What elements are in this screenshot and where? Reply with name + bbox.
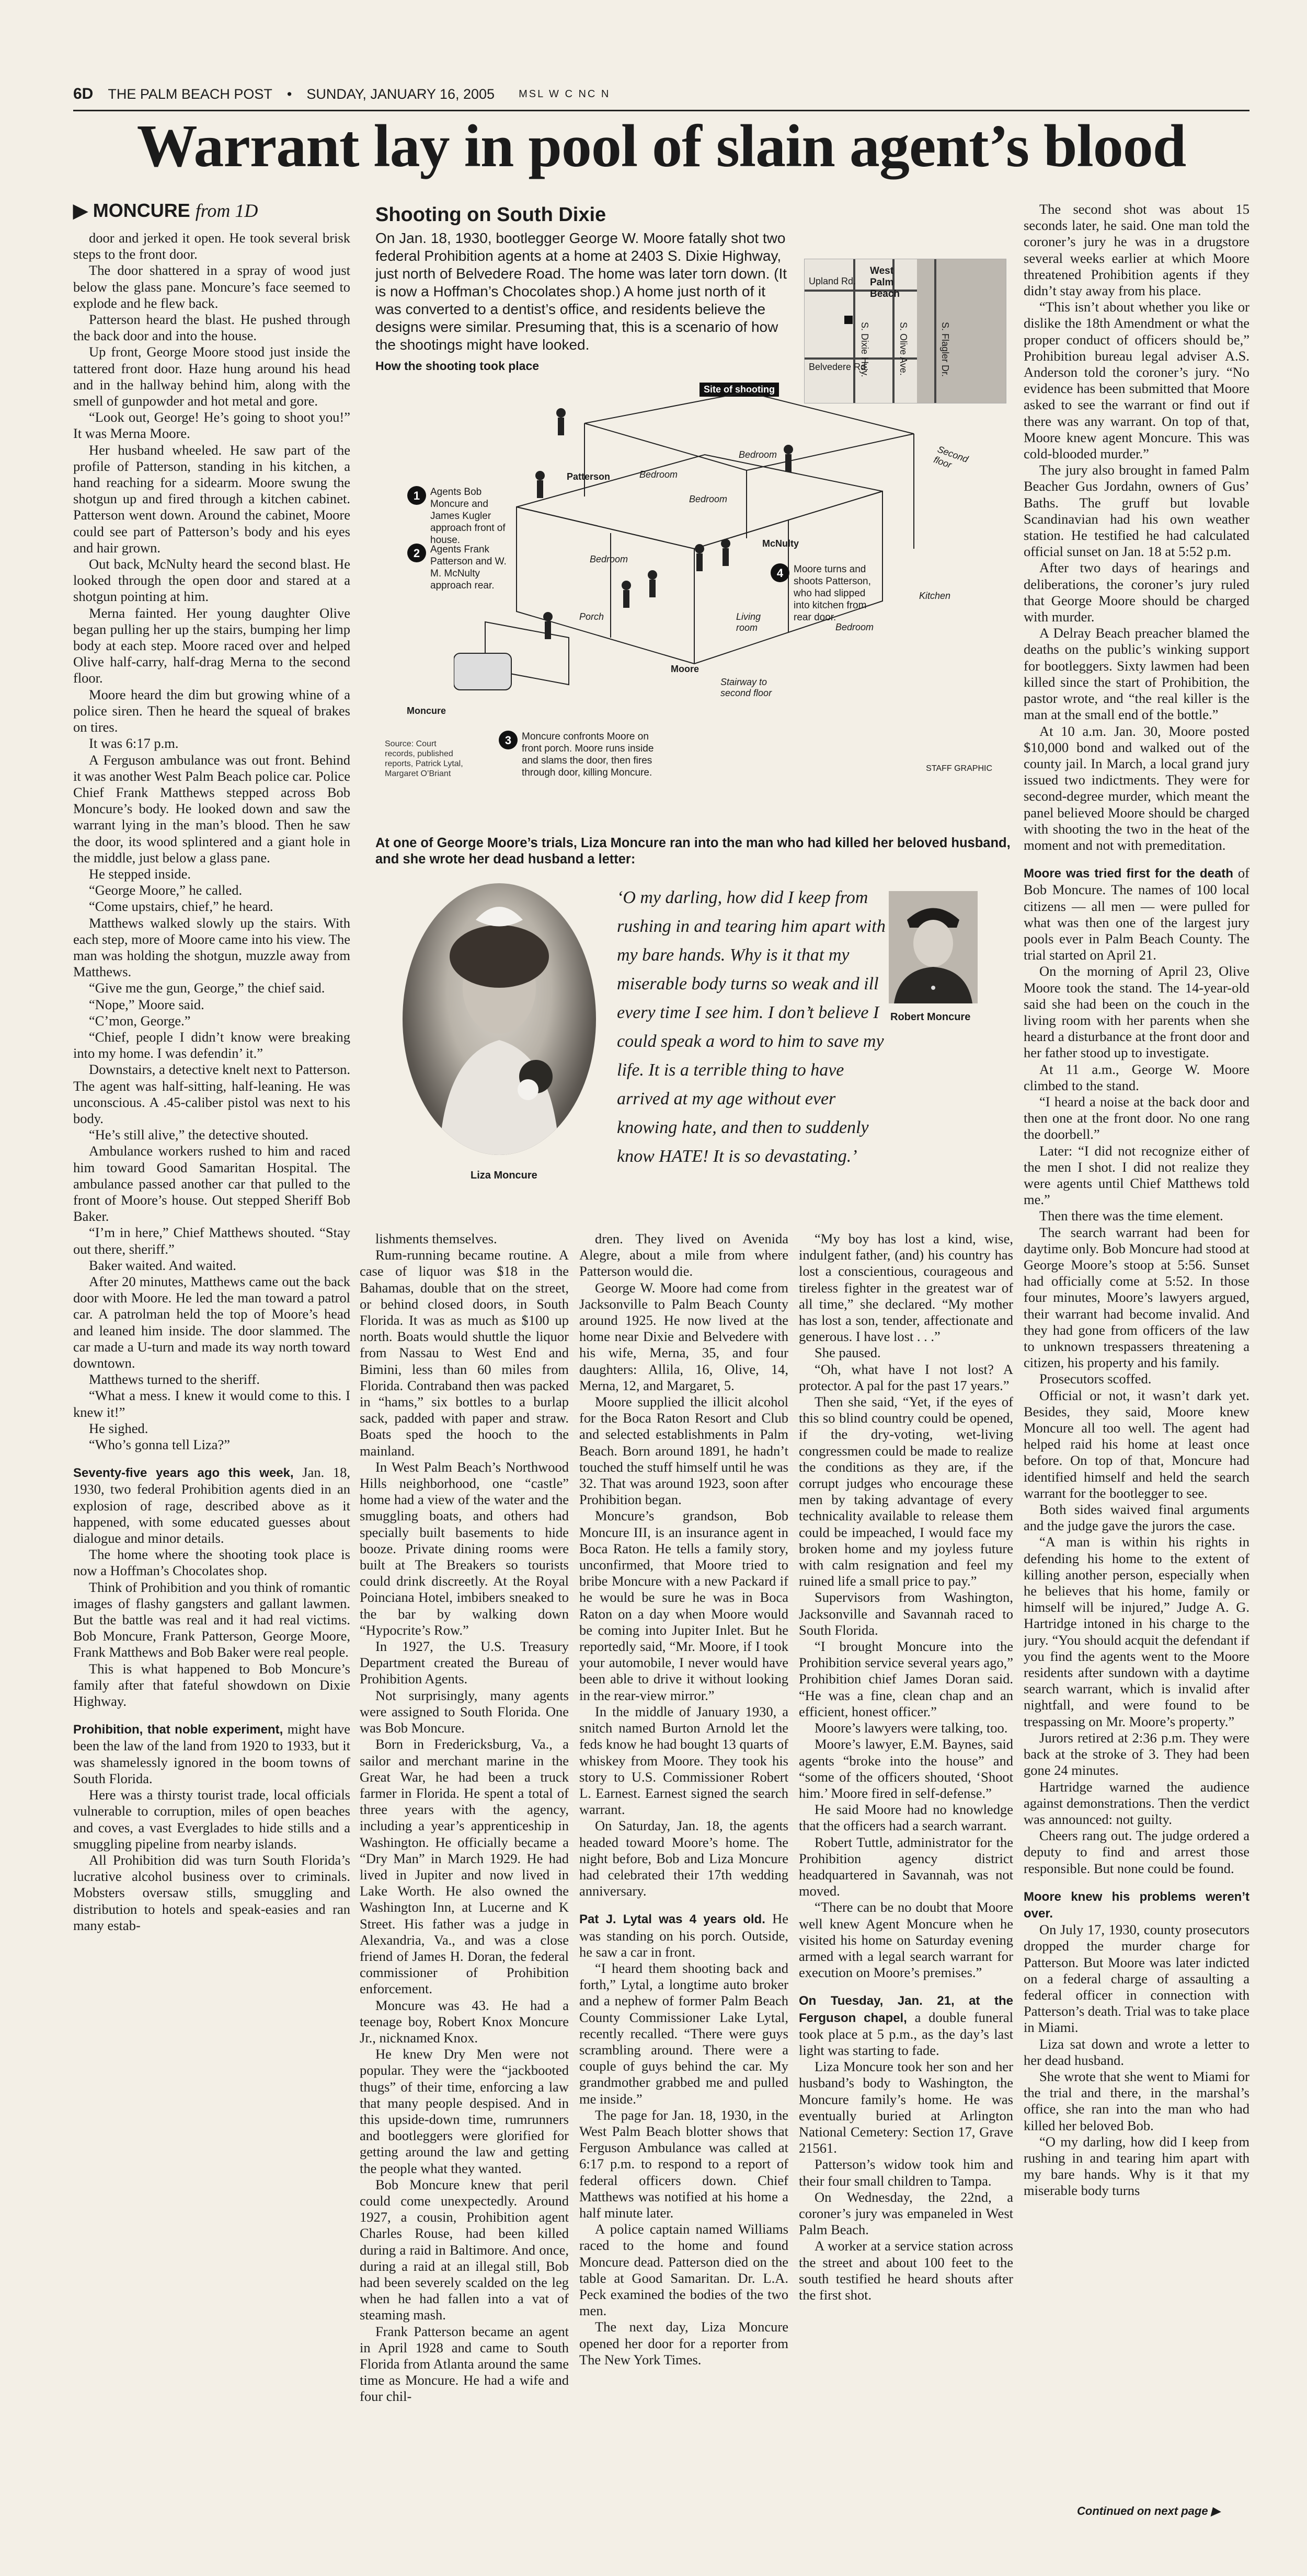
paragraph: The second shot was about 15 seconds later, he said. One man told the coroner’s jury he was in a drugstore several weeks earlier at which Moore threatened Prohibition agents if they didn’t stay away from his place. bbox=[1024, 201, 1249, 299]
paragraph: Merna fainted. Her young daughter Olive began pulling her up the stairs, bumping her limp body at each step. Moore raced over and helped Olive half-carry, half-drag Merna to the second floor. bbox=[73, 605, 350, 686]
lead-in: Moore knew his problems weren’t over. bbox=[1024, 1889, 1249, 1921]
paragraph: Cheers rang out. The judge ordered a deputy to find and arrest those responsible. But none could be found. bbox=[1024, 1828, 1249, 1876]
paragraph: Hartridge warned the audience against demonstrations. Then the verdict was announced: not guilty. bbox=[1024, 1778, 1249, 1827]
continued-line: Continued on next page ▶ bbox=[1077, 2504, 1220, 2517]
triangle-right-icon: ▶ bbox=[73, 200, 88, 221]
paragraph: Supervisors from Washington, Jacksonville and Savannah raced to South Florida. bbox=[799, 1589, 1013, 1638]
paragraph: After two days of hearings and deliberations, the coroner’s jury ruled that George Moore should be charged with murder. bbox=[1024, 560, 1249, 625]
lead-in: On Tuesday, Jan. 21, at the Ferguson chapel, bbox=[799, 1994, 1013, 2025]
paragraph: All Prohibition did was turn South Florida’s lucrative alcohol business over to criminals. Mobsters oversaw stills, smuggling and distribution to hotels and speak-easies and ran many estab- bbox=[73, 1852, 350, 1933]
graphic-subhead: How the shooting took place bbox=[375, 359, 540, 373]
paragraph: “Oh, what have I not lost? A protector. A pal for the past 17 years.” bbox=[799, 1361, 1013, 1393]
letter-quote: ‘O my darling, how did I keep from rushing in and tearing him apart with my bare hands. Why is it that my miserable body turns so weak and ill every time I see him. I don’t believe I could speak a word to him to save my life. It is a terrible thing to have arrived at my age without ever knowing hate, and then to suddenly know HATE! It is so devastating.’ bbox=[617, 888, 886, 1166]
label-stairway: Stairway to second floor bbox=[720, 677, 772, 698]
paragraph: Moore was tried first for the death of Bob Moncure. The names of 100 local citizens — all men — were pulled for what was then one of the largest jury pools ever in Palm Beach County. The trial started on April 21. bbox=[1024, 865, 1249, 963]
paragraph: He said Moore had no knowledge that the officers had a search warrant. bbox=[799, 1801, 1013, 1834]
paragraph: Moore supplied the illicit alcohol for the Boca Raton Resort and Club and selected establishments in Palm Beach. Born around 1891, he hadn’t touched the stuff himself until he was 32. That was around 1923, soon after Prohibition began. bbox=[579, 1394, 788, 1508]
paragraph: “Chief, people I didn’t know were breaking into my home. I was defendin’ it.” bbox=[73, 1029, 350, 1061]
paragraph: Her husband wheeled. He saw part of the profile of Patterson, standing in his kitchen, a hand reaching for a sidearm. Moore swung the shotgun up and fired through a kitchen cabinet. Patterson went down. Around the cabinet, Moore could see part of Patterson’s body and his eyes and hair grown. bbox=[73, 442, 350, 556]
paragraph: “Look out, George! He’s going to shoot you!” It was Merna Moore. bbox=[73, 409, 350, 442]
step-1-number: 1 bbox=[407, 486, 426, 505]
issue-date: SUNDAY, JANUARY 16, 2005 bbox=[306, 86, 495, 102]
paragraph: After 20 minutes, Matthews came out the back door with Moore. He led the man toward a patrol car. A patrolman held the top of Moore’s head and leaned him inside. The door slammed. The car made a U-turn and made its way north toward downtown. bbox=[73, 1274, 350, 1371]
folio-line bbox=[73, 78, 1249, 111]
paragraph: “He’s still alive,” the detective shouted. bbox=[89, 1127, 309, 1143]
paragraph: In West Palm Beach’s Northwood Hills neighborhood, one “castle” home had a view of the water and the smuggling boats, and others had specially built basements to hide booze. Private dining rooms were built at The Breakers so tourists could drink discreetly. At the Royal Poinciana Hotel, imbibers sneaked to the bar by walking down “Hypocrite’s Row.” bbox=[360, 1459, 569, 1638]
map-city-label: West Palm Beach bbox=[870, 265, 900, 299]
paragraph: The page for Jan. 18, 1930, in the West Palm Beach blotter shows that Ferguson Ambulance was called at 6:17 p.m. to respond to a report of federal officers down. Chief Matthews was notified at his home a half minute later. bbox=[579, 2107, 788, 2221]
liza-moncure-photo bbox=[403, 883, 596, 1155]
paragraph: Patterson’s widow took him and their four small children to Tampa. bbox=[799, 2156, 1013, 2189]
paragraph: He stepped inside. bbox=[89, 865, 191, 882]
portrait-figure-icon bbox=[403, 883, 596, 1155]
paragraph: Seventy-five years ago this week, Jan. 18, 1930, two federal Prohibition agents died in an explosion of rage, described above as it happened, with some educated guesses about dialogue and minor details. bbox=[73, 1464, 350, 1546]
paragraph: Matthews walked slowly up the stairs. With each step, more of Moore came into his view. The man was holding the shotgun, muzzle away from Matthews. bbox=[73, 915, 350, 980]
paragraph: Baker waited. And waited. bbox=[89, 1257, 236, 1273]
map-belvedere-label: Belvedere Rd. bbox=[809, 362, 869, 372]
lead-in: Seventy-five years ago this week, bbox=[73, 1466, 303, 1481]
paragraph: Moncure’s grandson, Bob Moncure III, is an insurance agent in Boca Raton. He tells a family story, unconfirmed, that Moore tried to bribe Moncure with a new Packard if he would be sure he was in Boca Raton on a day when Moore would be coming into Jupiter Inlet. But he reportedly said, “Mr. Moore, if I took your automobile, I never would have been able to drive it without looking in the rear-view mirror.” bbox=[579, 1508, 788, 1703]
paragraph: At 10 a.m. Jan. 30, Moore posted $10,000 bond and walked out of the county jail. In March, a local grand jury issued two indictments. They were for second-degree murder, which meant the panel believed Moore should be charged with shooting the two in the heat of the moment and not with premeditation. bbox=[1024, 723, 1249, 853]
edition-codes: MSL W C NC N bbox=[519, 88, 611, 100]
map-site-label: Site of shooting bbox=[700, 383, 779, 397]
paragraph: On Wednesday, the 22nd, a coroner’s jury was empaneled in West Palm Beach. bbox=[799, 2189, 1013, 2238]
paragraph: “This isn’t about whether you like or dislike the 18th Amendment or what the proper conduct of officers should be,” Prohibition bureau legal adviser A.S. Anderson told the coroner’s jury. “No evidence has been submitted that Moore asked to see the warrant or find out if there was any warrant. On top of that, Moore knew agent Moncure. This was cold-blooded murder.” bbox=[1024, 299, 1249, 462]
jump-from: from 1D bbox=[195, 200, 258, 221]
step-3 bbox=[505, 731, 658, 779]
bullet-icon: • bbox=[286, 86, 292, 102]
step-2 bbox=[413, 544, 509, 592]
paragraph: He knew Dry Men were not popular. They were the “jackbooted thugs” of their time, enforcing a law that many people despised. And in this upside-down time, rumrunners and bootleggers were glorified for getting around the law and getting the people what they wanted. bbox=[360, 2046, 569, 2176]
paragraph: “I heard a noise at the back door and then one at the front door. No one rang the doorbell.” bbox=[1024, 1093, 1249, 1142]
paragraph: Frank Patterson became an agent in April 1928 and came to South Florida from Atlanta around the same time as Moncure. He had a wife and four chil- bbox=[360, 2323, 569, 2405]
lead-in: Prohibition, that noble experiment, bbox=[73, 1723, 288, 1737]
paragraph: Ambulance workers rushed to him and raced him toward Good Samaritan Hospital. The ambulance passed another car that pulled to the front of Moore’s house. Out stepped Sheriff Bob Baker. bbox=[73, 1143, 350, 1225]
paragraph: dren. They lived on Avenida Alegre, about a mile from where Patterson would die. bbox=[579, 1231, 788, 1279]
article-column-5 bbox=[1024, 201, 1249, 2467]
lead-in: Pat J. Lytal was 4 years old. bbox=[579, 1912, 773, 1927]
paragraph: This is what happened to Bob Moncure’s family after that fateful showdown on Dixie Highway. bbox=[73, 1660, 350, 1709]
paragraph: Rum-running became routine. A case of liquor was $18 in the Bahamas, double that on the street, or behind closed doors, in South Florida. It was as much as $100 up north. Boats would shuttle the liquor from Nassau to West End and Bimini, less than 60 miles from Florida. Contraband then was packed in “hams,” six bottles to a burlap sack, padded with paper and straw. Boats sped the hooch to the mainland. bbox=[360, 1247, 569, 1459]
label-moore: Moore bbox=[671, 664, 699, 674]
label-bedroom-1: Bedroom bbox=[639, 469, 678, 480]
step-4 bbox=[776, 563, 877, 623]
paragraph: George W. Moore had come from Jacksonville to Palm Beach County around 1925. He now lived at the home near Dixie and Belvedere with his wife, Merna, 35, and four daughters: Allila, 16, Olive, 14, Merna, 12, and Margaret, 5. bbox=[579, 1279, 788, 1393]
map-olive-label: S. Olive Ave. bbox=[898, 322, 909, 376]
paper-name: THE PALM BEACH POST bbox=[108, 86, 272, 102]
page-number: 6D bbox=[73, 85, 94, 102]
paragraph: Downstairs, a detective knelt next to Patterson. The agent was half-sitting, half-leaning. He was unconscious. A .45-caliber pistol was next to his body. bbox=[73, 1061, 350, 1126]
paragraph: A worker at a service station across the street and about 100 feet to the south testified he heard shouts after the first shot. bbox=[799, 2238, 1013, 2303]
paragraph: Not surprisingly, many agents were assigned to South Florida. One was Bob Moncure. bbox=[360, 1687, 569, 1736]
paragraph: On July 17, 1930, county prosecutors dropped the murder charge for Patterson. But Moore was later indicted on a federal charge of assaulting a federal officer in connection with Patterson’s death. Trial was to take place in Miami. bbox=[1024, 1922, 1249, 2036]
paragraph: “I’m in here,” Chief Matthews shouted. “Stay out there, sheriff.” bbox=[73, 1225, 350, 1257]
step-3-text: Moncure confronts Moore on front porch. Moore runs inside and slams the door, then fires through door, killing Moncure. bbox=[522, 731, 654, 778]
map-upland-label: Upland Rd. bbox=[809, 276, 856, 286]
jump-name: MONCURE bbox=[93, 200, 190, 221]
map-flagler-label: S. Flagler Dr. bbox=[940, 322, 950, 377]
paragraph: Then she said, “Yet, if the eyes of this so blind country could be opened, if the dry-voting, wet-living congressmen could be made to realize the conditions as they are, if the corrupt judges who encourage these men by taking advantage of every technicality available to release them could be impeached, I would face my broken home and my joyless future with calm resignation and feel my ruined life a small price to pay.” bbox=[799, 1394, 1013, 1589]
article-column-3 bbox=[579, 1231, 788, 2529]
paragraph: Think of Prohibition and you think of romantic images of flashy gangsters and gallant lawmen. But the battle was real and it had real victims. Bob Moncure, Frank Patterson, George Moore, Frank Matthews and Bob Baker were real people. bbox=[73, 1579, 350, 1660]
paragraph: Moncure was 43. He had a teenage boy, Robert Knox Moncure Jr., nicknamed Knox. bbox=[360, 1997, 569, 2046]
paragraph: Born in Fredericksburg, Va., a sailor and merchant marine in the Great War, he had been a truck farmer in Florida. He spent a total of three years with the agency, including a year’s apprenticeship in Washington. He officially became a “Dry Man” in March 1929. He had lived in Jupiter and now lived in Lake Worth. He also owned the Washington Inn, at Lucerne and K Street. His father was a judge in Alexandria, Va., and was a close friend of James H. Doran, the federal commissioner of Prohibition enforcement. bbox=[360, 1736, 569, 1997]
label-bedroom-5: Bedroom bbox=[835, 622, 874, 632]
paragraph: It was 6:17 p.m. bbox=[89, 735, 179, 752]
paragraph: Jurors retired at 2:36 p.m. They were back at the stroke of 3. They had been gone 24 minutes. bbox=[1024, 1729, 1249, 1778]
paragraph: She paused. bbox=[815, 1345, 881, 1361]
paragraph: “George Moore,” he called. bbox=[89, 882, 243, 898]
step-2-text: Agents Frank Patterson and W. M. McNulty approach rear. bbox=[430, 544, 507, 591]
paragraph: Then there was the time element. bbox=[1039, 1208, 1223, 1224]
paragraph: The door shattered in a spray of wood just below the glass pane. Moncure’s face seemed to explode and he flew back. bbox=[73, 262, 350, 311]
paragraph: “A man is within his rights in defending his home to the extent of killing another person, especially when he believes that his home, family or himself will be injured,” Judge A. G. Hartridge intoned in his charge to the jury. “You should acquit the defendant if you find the agents went to the Moore residents after sundown with a daytime search warrant, which is invalid after nightfall, and were found to be trespassing on Mr. Moore’s property.” bbox=[1024, 1534, 1249, 1729]
paragraph: On the morning of April 23, Olive Moore took the stand. The 14-year-old said she had been on the couch in the living room with her parents when she heard a disturbance at the front door and her father stood up to investigate. bbox=[1024, 963, 1249, 1061]
photo-caption: At one of George Moore’s trials, Liza Moncure ran into the man who had killed her beloved husband, and she wrote her dead husband a letter: bbox=[375, 836, 1011, 867]
paragraph: On Tuesday, Jan. 21, at the Ferguson chapel, a double funeral took place at 5 p.m., as the day’s last light was starting to fade. bbox=[799, 1994, 1013, 2058]
paragraph: He sighed. bbox=[89, 1420, 148, 1436]
step-1-text: Agents Bob Moncure and James Kugler approach front of house. bbox=[430, 487, 506, 546]
label-patterson: Patterson bbox=[567, 471, 611, 482]
paragraph: Pat J. Lytal was 4 years old. He was standing on his porch. Outside, he saw a car in front. bbox=[579, 1911, 788, 1960]
officer-portrait-icon bbox=[889, 891, 978, 1003]
paragraph: Later: “I did not recognize either of the men I shot. I did not realize they were agents until Chief Matthews told me.” bbox=[1024, 1142, 1249, 1208]
paragraph: “There can be no doubt that Moore well knew Agent Moncure when he visited his home on Saturday evening armed with a legal search warrant for execution on Moore’s premises.” bbox=[799, 1899, 1013, 1981]
paragraph: She wrote that she went to Miami for the trial and there, in the marshal’s office, she ran into the man who had killed her beloved Bob. bbox=[1024, 2068, 1249, 2133]
paragraph: Prohibition, that noble experiment, might have been the law of the land from 1920 to 1933, but it was shamelessly ignored in the boom towns of South Florida. bbox=[73, 1721, 350, 1786]
house-cutaway-icon bbox=[454, 392, 977, 726]
paragraph: “Nope,” Moore said. bbox=[89, 996, 204, 1012]
label-porch: Porch bbox=[579, 611, 604, 622]
paragraph: Here was a thirsty tourist trade, local officials vulnerable to corruption, miles of open beaches and coves, a vast Everglades to hide stills and a smuggling pipeline from nearby islands. bbox=[73, 1787, 350, 1852]
paragraph: Liza sat down and wrote a letter to her dead husband. bbox=[1024, 2036, 1249, 2068]
paragraph: “I heard them shooting back and forth,” Lytal, a longtime auto broker and a nephew of former Palm Beach County Commissioner Lake Lytal, recently recalled. “There were guys scrambling around. There were a couple of guys behind the car. My grandmother grabbed me and pulled me inside.” bbox=[579, 1960, 788, 2107]
paragraph: The search warrant had been for daytime only. Bob Moncure had stood at George Moore’s stoop at 5:56. Sunset had officially come at 5:52. In those four minutes, Moore’s lawyers argued, their warrant had become invalid. And they had gone from officers of the law to unknown trespassers threatening a citizen, his property and his family. bbox=[1024, 1224, 1249, 1371]
jump-line bbox=[73, 200, 258, 222]
paragraph: “C’mon, George.” bbox=[89, 1012, 191, 1029]
paragraph: Moore’s lawyers were talking, too. bbox=[815, 1720, 1008, 1736]
paragraph: “O my darling, how did I keep from rushing in and tearing him apart with my bare hands. Why is it that my miserable body turns bbox=[1024, 2133, 1249, 2199]
paragraph: lishments themselves. bbox=[375, 1231, 497, 1246]
graphic-title: Shooting on South Dixie bbox=[375, 204, 606, 226]
article-column-4 bbox=[799, 1231, 1013, 2529]
map-dixie-label: S. Dixie Hwy. bbox=[859, 322, 870, 377]
headline: Warrant lay in pool of slain agent’s blood bbox=[136, 113, 1186, 180]
paragraph: Both sides waived final arguments and the judge gave the jurors the case. bbox=[1024, 1501, 1249, 1534]
label-mcnulty: McNulty bbox=[762, 538, 799, 549]
label-bedroom-4: Bedroom bbox=[590, 554, 628, 564]
label-kitchen: Kitchen bbox=[919, 591, 951, 601]
paragraph: “Give me the gun, George,” the chief said. bbox=[89, 980, 325, 996]
paragraph: A police captain named Williams raced to the home and found Moncure dead. Patterson died on the table at Good Samaritan. Dr. L.A. Peck examined the bodies of the two men. bbox=[579, 2221, 788, 2319]
label-bedroom-3: Bedroom bbox=[689, 494, 728, 504]
paragraph bbox=[1024, 1888, 1249, 1922]
paragraph: On Saturday, Jan. 18, the agents headed toward Moore’s home. The night before, Bob and Liza Moncure had celebrated their 17th wedding anniversary. bbox=[579, 1818, 788, 1899]
step-2-number: 2 bbox=[407, 544, 426, 562]
step-1 bbox=[413, 486, 509, 546]
step-3-number: 3 bbox=[499, 731, 518, 749]
paragraph: “Who’s gonna tell Liza?” bbox=[89, 1437, 231, 1453]
graphic-intro: On Jan. 18, 1930, bootlegger George W. Moore fatally shot two federal Prohibition agents at a home at 2403 S. Dixie Highway, just north of Belvedere Road. The home was later torn down. (It is now a Hoffman’s Chocolates shop.) A home just north of it was converted to a dentist’s office, and residents believe the designs were similar. Presuming that, this is a scenario of how the shootings might have looked. bbox=[375, 230, 787, 353]
lead-in: Moore was tried first for the death bbox=[1024, 867, 1238, 881]
paragraph: Patterson heard the blast. He pushed through the back door and into the house. bbox=[73, 311, 350, 344]
graphic-source: Source: Court records, published reports, Patrick Lytal, Margaret O’Briant bbox=[385, 740, 463, 778]
paragraph: Matthews turned to the sheriff. bbox=[89, 1371, 260, 1388]
paragraph: Moore’s lawyer, E.M. Baynes, said agents “broke into the house” and “some of the officers shouted, ‘Shoot him.’ Moore fired in self-defense.” bbox=[799, 1736, 1013, 1801]
paragraph: The next day, Liza Moncure opened her door for a reporter from The New York Times. bbox=[579, 2319, 788, 2367]
paragraph: Up front, George Moore stood just inside the tattered front door. Haze hung around his head and in the hallway behind him, along with the smell of gunpowder and hot metal and gore. bbox=[73, 344, 350, 409]
article-column-2 bbox=[360, 1231, 569, 2529]
label-living-room: Living room bbox=[736, 611, 761, 633]
paragraph: Official or not, it wasn’t dark yet. Besides, they said, Moore knew Moncure all too well. The agent had helped raid his home at least once before. On top of that, Moncure had identified himself and held the search warrant for the bootlegger to see. bbox=[1024, 1387, 1249, 1501]
paragraph: At 11 a.m., George W. Moore climbed to the stand. bbox=[1024, 1061, 1249, 1093]
paragraph: “My boy has lost a kind, wise, indulgent father, (and) his country has lost a conscientious, courageous and tireless fighter in the greatest war of all time,” she declared. “My mother has lost a son, tender, affectionate and generous. I have lost . . .” bbox=[799, 1231, 1013, 1345]
paragraph: The jury also brought in famed Palm Beacher Gus Jordahn, owners of Gus’ Baths. The gruff but lovable Scandinavian had his own weather station. He testified he had calculated official sunset on Jan. 18 at 5:52 p.m. bbox=[1024, 462, 1249, 560]
paragraph: The home where the shooting took place is now a Hoffman’s Chocolates shop. bbox=[73, 1546, 350, 1579]
label-moncure: Moncure bbox=[407, 706, 446, 716]
robert-moncure-photo bbox=[889, 891, 978, 1003]
paragraph: “I brought Moncure into the Prohibition service several years ago,” Prohibition chief James Doran said. “He was a fine, clean chap and an efficient, honest officer.” bbox=[799, 1638, 1013, 1719]
robert-caption: Robert Moncure bbox=[890, 1011, 971, 1023]
shooting-graphic bbox=[375, 204, 1013, 794]
paragraph: Moore heard the dim but growing whine of a police siren. Then he heard the squeal of brakes on tires. bbox=[73, 686, 350, 735]
paragraph: In the middle of January 1930, a snitch named Burton Arnold let the feds know he had bought 13 quarts of whiskey from Moore. They took his story to U.S. Commissioner Robert L. Earnest. Earnest signed the search warrant. bbox=[579, 1703, 788, 1818]
article-column-1 bbox=[73, 230, 350, 2529]
locator-map bbox=[804, 259, 1006, 403]
paragraph: Out back, McNulty heard the second blast. He looked through the open door and stared at a shotgun pointing at him. bbox=[73, 556, 350, 605]
paragraph: “What a mess. I knew it would come to this. I knew it!” bbox=[73, 1388, 350, 1420]
label-bedroom-2: Bedroom bbox=[739, 449, 777, 460]
paragraph: A Delray Beach preacher blamed the deaths on the public’s winking support for bootleggers. Sixty lawmen had been killed since the start of Prohibition, the pastor wrote, and “the real killer is the man at the small end of the bottle.” bbox=[1024, 625, 1249, 723]
paragraph: door and jerked it open. He took several brisk steps to the front door. bbox=[73, 230, 350, 262]
graphic-credit: STAFF GRAPHIC bbox=[926, 764, 992, 773]
paragraph: In 1927, the U.S. Treasury Department created the Bureau of Prohibition Agents. bbox=[360, 1638, 569, 1687]
liza-caption: Liza Moncure bbox=[471, 1170, 537, 1181]
paragraph: A Ferguson ambulance was out front. Behind it was another West Palm Beach police car. Police Chief Frank Matthews stepped across Bob Moncure’s body. He looked down and saw the warrant lying in the man’s blood. Then he saw the door, its wood splintered and a giant hole in the middle, just below a glass pane. bbox=[73, 752, 350, 865]
paragraph: “Come upstairs, chief,” he heard. bbox=[89, 898, 273, 915]
paragraph: Bob Moncure knew that peril could come unexpectedly. Around 1927, a cousin, Prohibition agent Charles Rouse, had been killed during a raid in Baltimore. And once, during a raid at an illegal still, Bob had been severely scalded on the leg when he had fallen into a vat of steaming mash. bbox=[360, 2176, 569, 2323]
paragraph: Robert Tuttle, administrator for the Prohibition agency district headquartered in Savannah, was not moved. bbox=[799, 1834, 1013, 1899]
step-4-number: 4 bbox=[771, 563, 789, 582]
label-second-floor: Second floor bbox=[932, 444, 970, 470]
paragraph: Prosecutors scoffed. bbox=[1039, 1371, 1152, 1387]
step-4-text: Moore turns and shoots Patterson, who had slipped into kitchen from rear door. bbox=[794, 564, 871, 623]
paragraph: Liza Moncure took her son and her husband’s body to Washington, the Moncure family’s home. He was eventually buried at Arlington National Cemetery: Section 17, Grave 21561. bbox=[799, 2059, 1013, 2156]
